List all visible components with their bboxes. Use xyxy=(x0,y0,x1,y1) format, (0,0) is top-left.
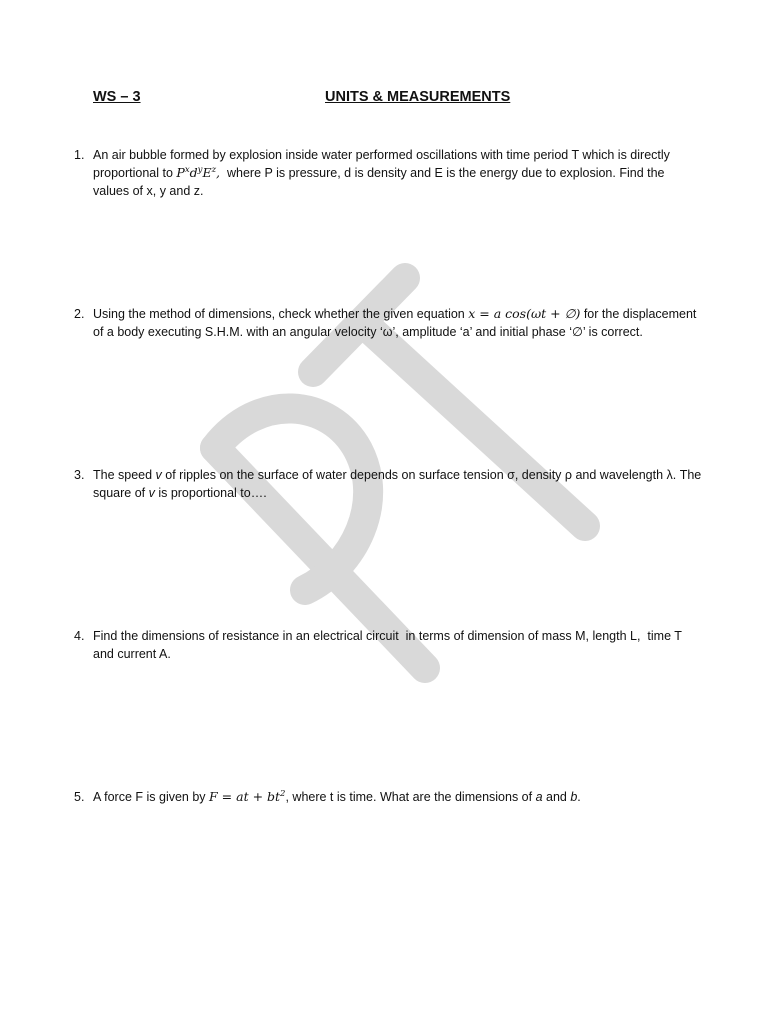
question-5 xyxy=(74,788,704,806)
worksheet-number: WS – 3 xyxy=(93,89,141,105)
math-exponent: z xyxy=(211,164,217,175)
question-text xyxy=(93,305,704,341)
math-expression xyxy=(209,789,285,804)
question-text-part: Find the dimensions of resistance in an electrical circuit in terms of dimension of mass M, length L, time T and current A. xyxy=(93,629,686,661)
question-2 xyxy=(74,305,704,341)
math-punctuation: , xyxy=(216,165,221,180)
question-text-part: and xyxy=(542,790,571,804)
question-text-part: where P is pressure, d is density and E is the energy due to explosion. Find the values of x, y and z. xyxy=(93,166,668,198)
question-number: 4. xyxy=(74,629,85,643)
question-number: 5. xyxy=(74,790,85,804)
math-expression: x = a cos(ωt + ∅) xyxy=(468,306,581,321)
math-exponent: x xyxy=(184,164,190,175)
math-symbol: F = at + bt xyxy=(209,789,281,804)
question-text-part: is proportional to…. xyxy=(154,486,267,500)
question-text xyxy=(93,146,704,200)
variable: v xyxy=(155,468,162,482)
question-text-part: of ripples on the surface of water depends on surface tension σ, density ρ and wavelength λ. The square of xyxy=(93,468,702,500)
question-text-part: Using the method of dimensions, check whether the given equation xyxy=(93,307,469,321)
question-3 xyxy=(74,466,704,502)
question-text-part: , where t is time. What are the dimensions of xyxy=(285,790,536,804)
math-symbol: E xyxy=(202,165,212,180)
question-text xyxy=(93,627,704,663)
math-symbol: d xyxy=(189,165,198,180)
variable: v xyxy=(148,486,155,500)
question-text-part: for the displacement of a body executing S.H.M. with an angular velocity ‘ω’, amplitude ‘a’ and initial phase ‘∅’ is correct. xyxy=(93,307,697,339)
math-expression xyxy=(176,165,220,180)
question-text xyxy=(93,466,704,502)
math-exponent: y xyxy=(197,164,203,175)
worksheet-title: UNITS & MEASUREMENTS xyxy=(325,89,511,105)
question-number: 1. xyxy=(74,148,85,162)
question-number: 2. xyxy=(74,307,85,321)
question-text-part: . xyxy=(577,790,581,804)
question-1 xyxy=(74,146,704,200)
worksheet-header xyxy=(93,89,693,109)
question-4 xyxy=(74,627,704,663)
variable: a xyxy=(535,790,543,804)
question-text xyxy=(93,788,704,806)
math-symbol: P xyxy=(176,165,185,180)
variable: b xyxy=(570,790,578,804)
question-number: 3. xyxy=(74,468,85,482)
question-text-part: An air bubble formed by explosion inside water performed oscillations with time period T which is directly proportional to xyxy=(93,148,670,180)
question-text-part: The speed xyxy=(93,468,156,482)
math-exponent: 2 xyxy=(280,788,286,799)
question-text-part: A force F is given by xyxy=(93,790,210,804)
